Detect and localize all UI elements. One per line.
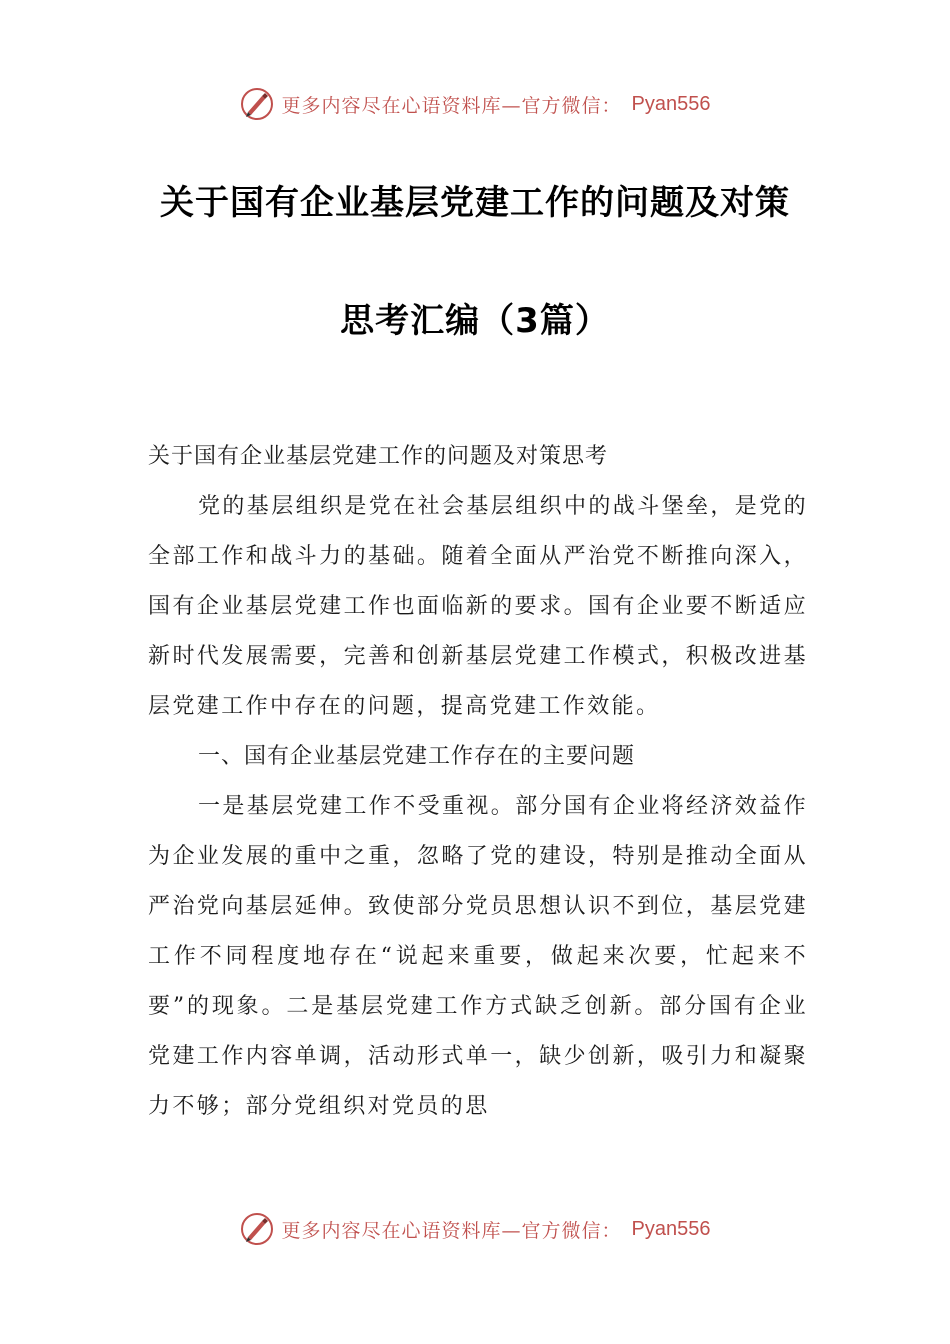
pen-logo-icon [240,1212,274,1246]
document-body [148,432,808,1132]
paragraph: 一是基层党建工作不受重视。部分国有企业将经济效益作为企业发展的重中之重，忽略了党的建设，特别是推动全面从严治党向基层延伸。致使部分党员思想认识不到位，基层党建工作不同程度地存在“说起来重要，做起来次要，忙起来不要”的现象。二是基层党建工作方式缺乏创新。部分国有企业党建工作内容单调，活动形式单一，缺少创新，吸引力和凝聚力不够；部分党组织对党员的思 [148,794,809,1119]
watermark-header [0,84,950,124]
watermark-text: 更多内容尽在心语资料库—官方微信： [281,94,622,117]
watermark-wechat-id: Pyan556 [631,92,711,115]
pen-logo-icon [240,87,274,121]
document-title-line2: 思考汇编（3篇） [340,301,610,341]
watermark-wechat-id: Pyan556 [631,1217,711,1240]
watermark-footer [0,1209,950,1249]
section-heading: 关于国有企业基层党建工作的问题及对策思考 [148,444,609,469]
watermark-text: 更多内容尽在心语资料库—官方微信： [281,1219,622,1242]
paragraph: 党的基层组织是党在社会基层组织中的战斗堡垒，是党的全部工作和战斗力的基础。随着全面从严治党不断推向深入，国有企业基层党建工作也面临新的要求。国有企业要不断适应新时代发展需要，完善和创新基层党建工作模式，积极改进基层党建工作中存在的问题，提高党建工作效能。 [148,494,809,719]
document-title-line1: 关于国有企业基层党建工作的问题及对策 [160,183,790,223]
section-subheading: 一、国有企业基层党建工作存在的主要问题 [198,744,636,769]
